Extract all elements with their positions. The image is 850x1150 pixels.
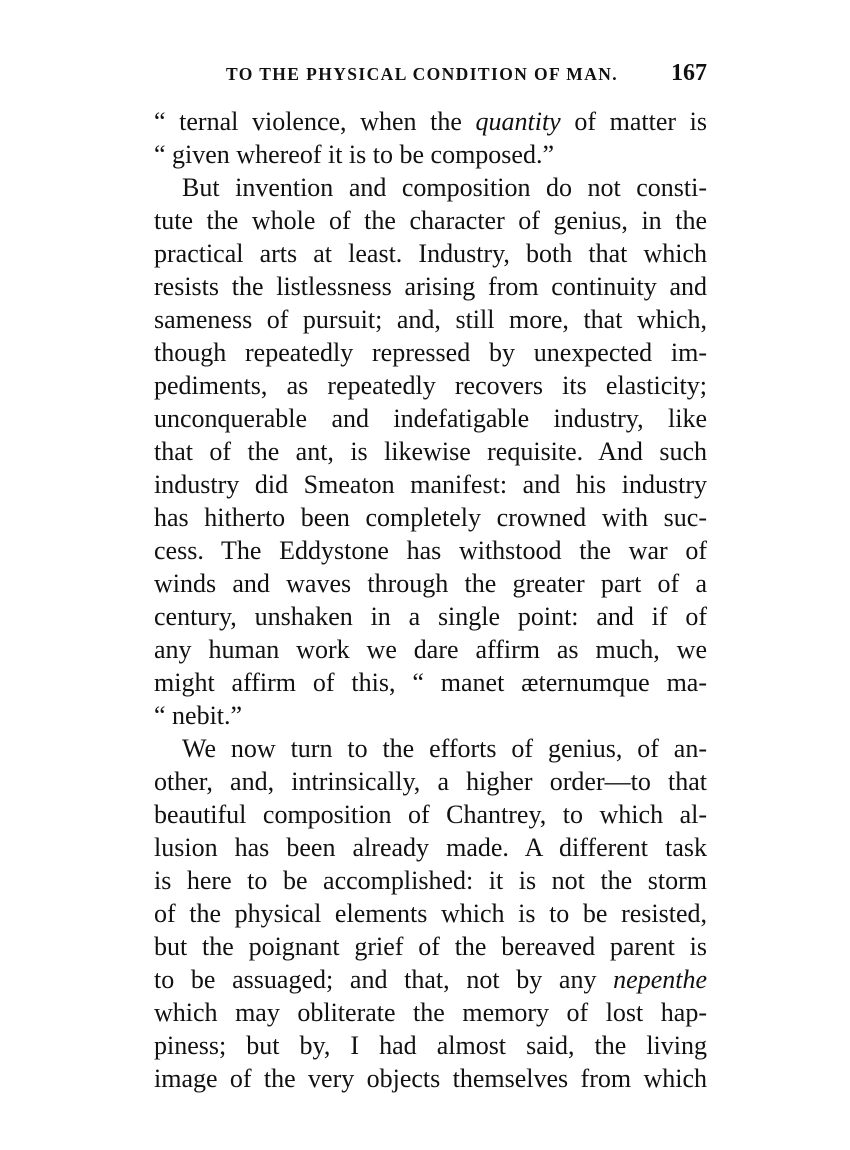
- text-line: that of the ant, is likewise requisite. And such: [154, 437, 707, 466]
- text-line: unconquerable and indefatigable industry, like: [154, 404, 707, 433]
- text-line: image of the very objects themselves from which: [154, 1064, 707, 1093]
- running-head-title: TO THE PHYSICAL CONDITION OF MAN.: [226, 64, 619, 84]
- page-number: 167: [671, 60, 707, 86]
- text-line: has hitherto been completely crowned with suc-: [154, 503, 707, 532]
- text-line: industry did Smeaton manifest: and his industry: [154, 470, 707, 499]
- text-line: pediments, as repeatedly recovers its elasticity;: [154, 371, 707, 400]
- paragraph-start-line: We now turn to the efforts of genius, of an-: [182, 734, 707, 763]
- text-line: piness; but by, I had almost said, the living: [154, 1031, 707, 1060]
- text-line: might affirm of this, “ manet æternumque ma-: [154, 668, 707, 697]
- italic-word: nepenthe: [613, 965, 707, 994]
- italic-word: quantity: [475, 107, 561, 136]
- text-line: century, unshaken in a single point: and if of: [154, 602, 707, 631]
- text-line: “ given whereof it is to be composed.”: [154, 140, 554, 169]
- text-line: lusion has been already made. A different task: [154, 833, 707, 862]
- text-line: “ ternal violence, when the quantity of matter is: [154, 107, 707, 136]
- text-line: beautiful composition of Chantrey, to which al-: [154, 800, 707, 829]
- text-line: of the physical elements which is to be resisted,: [154, 899, 707, 928]
- text-line: any human work we dare affirm as much, we: [154, 635, 707, 664]
- running-head: [226, 62, 711, 90]
- text-line: but the poignant grief of the bereaved parent is: [154, 932, 707, 961]
- text-line: to be assuaged; and that, not by any nepenthe: [154, 965, 707, 994]
- text-line: practical arts at least. Industry, both that which: [154, 239, 707, 268]
- text-line: cess. The Eddystone has withstood the war of: [154, 536, 707, 565]
- text-line: “ nebit.”: [154, 701, 243, 730]
- paragraph-start-line: But invention and composition do not consti-: [182, 173, 707, 202]
- text-line: resists the listlessness arising from continuity and: [154, 272, 707, 301]
- text-line: other, and, intrinsically, a higher order—to that: [154, 767, 707, 796]
- text-line: sameness of pursuit; and, still more, that which,: [154, 305, 707, 334]
- text-line: winds and waves through the greater part of a: [154, 569, 707, 598]
- text-line: is here to be accomplished: it is not the storm: [154, 866, 707, 895]
- text-line: though repeatedly repressed by unexpected im-: [154, 338, 707, 367]
- text-line: which may obliterate the memory of lost hap-: [154, 998, 707, 1027]
- text-line: tute the whole of the character of genius, in the: [154, 206, 707, 235]
